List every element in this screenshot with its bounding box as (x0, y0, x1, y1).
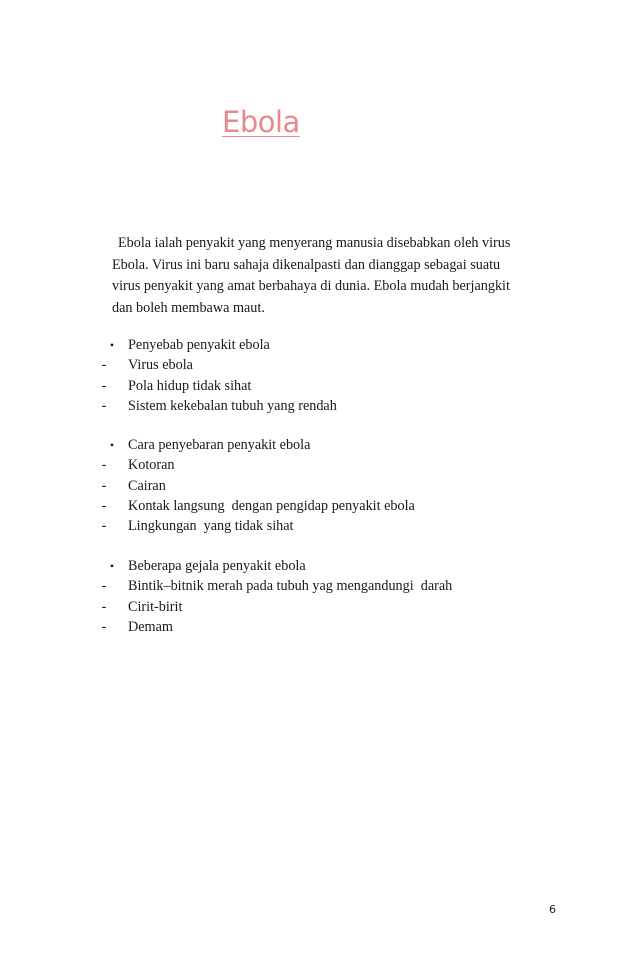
intro-line: Ebola. Virus ini baru sahaja dikenalpasti dan dianggap sebagai suatu (112, 256, 501, 273)
list-item-text: Bintik–bitnik merah pada tubuh yag mengandungi darah (128, 578, 453, 595)
intro-line: Ebola ialah penyakit yang menyerang manusia disebabkan oleh virus (118, 235, 511, 251)
list-item (0, 496, 638, 516)
list-item (0, 355, 638, 375)
dash-icon: - (101, 457, 107, 474)
list-item-text: Kotoran (128, 457, 175, 474)
section-causes (0, 335, 638, 416)
dash-icon: - (101, 477, 107, 494)
page-number: 6 (549, 903, 556, 916)
list-item-text: Pola hidup tidak sihat (128, 377, 252, 394)
list-item (0, 617, 638, 637)
dash-icon: - (101, 357, 107, 374)
list-item (0, 455, 638, 475)
document-title: Ebola (222, 105, 300, 139)
section-heading-text: Beberapa gejala penyakit ebola (128, 558, 306, 574)
section-heading-text: Penyebab penyakit ebola (128, 337, 270, 353)
list-item (0, 376, 638, 396)
list-item-text: Lingkungan yang tidak sihat (128, 518, 294, 535)
list-item (0, 597, 638, 617)
dash-icon: - (101, 598, 107, 615)
bullet-icon: • (109, 559, 115, 573)
section-heading-text: Cara penyebaran penyakit ebola (128, 437, 311, 453)
intro-line: virus penyakit yang amat berbahaya di dunia. Ebola mudah berjangkit (112, 278, 510, 294)
dash-icon: - (101, 397, 107, 414)
section-symptoms (0, 556, 638, 637)
dash-icon: - (101, 377, 107, 394)
list-item-text: Sistem kekebalan tubuh yang rendah (128, 397, 337, 414)
list-item (0, 576, 638, 596)
intro-paragraph (112, 233, 552, 319)
section-heading (0, 335, 638, 355)
list-item-text: Kontak langsung dengan pengidap penyakit ebola (128, 497, 415, 514)
dash-icon: - (101, 518, 107, 535)
dash-icon: - (101, 497, 107, 514)
bullet-icon: • (109, 438, 115, 452)
section-heading (0, 435, 638, 455)
list-item (0, 476, 638, 496)
list-item (0, 396, 638, 416)
dash-icon: - (101, 578, 107, 595)
section-heading (0, 556, 638, 576)
list-item-text: Virus ebola (128, 357, 193, 374)
section-transmission (0, 435, 638, 536)
intro-line: dan boleh membawa maut. (112, 299, 265, 316)
list-item (0, 516, 638, 536)
list-item-text: Cairan (128, 477, 166, 494)
bullet-icon: • (109, 338, 115, 352)
list-item-text: Cirit-birit (128, 598, 183, 615)
dash-icon: - (101, 618, 107, 635)
list-item-text: Demam (128, 618, 173, 635)
